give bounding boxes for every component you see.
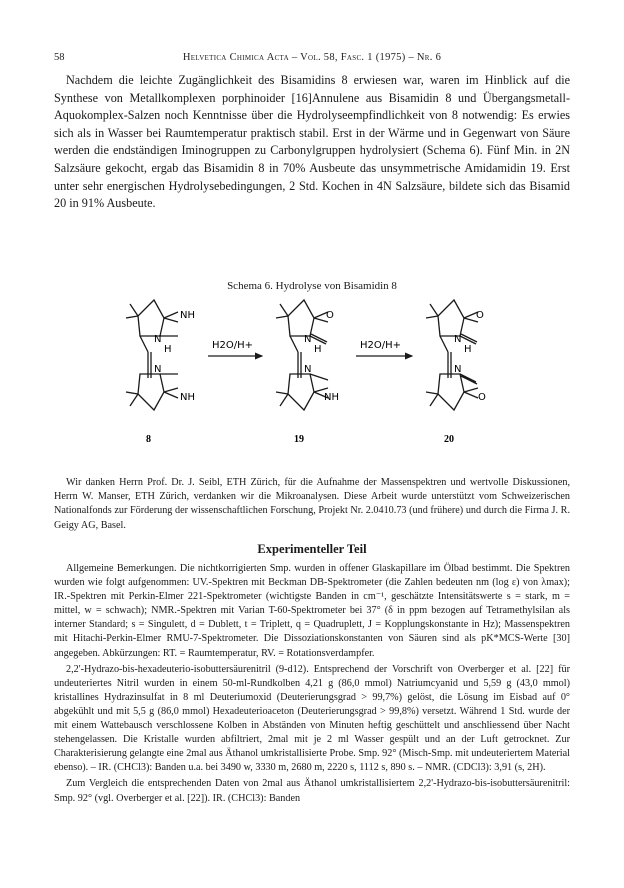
compound-20-bottom-group: O [478, 392, 486, 403]
compound-19-bottom-group: NH [324, 392, 339, 403]
scheme-caption: Schema 6. Hydrolyse von Bisamidin 8 [227, 280, 397, 292]
compound-8-ring-h: H [164, 344, 172, 355]
compound-19-ring-n-2: N [304, 364, 312, 375]
section-heading: Experimenteller Teil [257, 542, 367, 556]
compound-19-number: 19 [294, 434, 304, 445]
compound-20-ring-n-1: N [454, 334, 462, 345]
reagent-1-label: H2O/H+ [212, 340, 254, 351]
compound-20-ring-n-2: N [454, 364, 462, 375]
compound-8-bottom-group: NH [180, 392, 195, 403]
acknowledgement [54, 476, 570, 533]
experimental-paragraph-2: 2,2'-Hydrazo-bis-hexadeuterio-isobuttersäurenitril (9-d12). Entsprechend der Vorschrift von Overberger et al. [22] für undeuteriertes Nitril wurden in einem 50-ml-Rundkolben 4,21 g (86,0 mmol) Natriumcyanid und 5,59 g (43,0 mmol) kristallines Hydrazinsulfat in 8 ml Deuteriumoxid (Deuterierungsgrad > 99,7%) gelöst, die Lösung im Eisbad auf 0° abgekühlt und mit 5,5 g (86,0 mmol) Hexadeuterioaceton (Deuterierungsgrad > 99,8%) versetzt. Während 1 Std. wurde der mit einem Wattebausch verschlossene Kolben in Abständen von Minuten heftig geschüttelt und anschliessend über Nacht stehengelassen. Die Kristalle wurden abfiltriert, 2mal mit je 2 ml Wasser gespült und an der Luft getrocknet. Zur Charakterisierung gelangte eine 2mal aus Äthanol umkristallisierte Probe. Smp. 92° (Misch-Smp. mit undeuteriertem Material ebenso). – IR. (CHCl3): Banden u.a. bei 3490 w, 3330 m, 2680 m, 2220 s, 1112 s, 890 s. – NMR. (CDCl3): 3,91 (s, 2H). [54, 663, 570, 774]
experimental-section [54, 562, 570, 808]
acknowledgement-text: Wir danken Herrn Prof. Dr. J. Seibl, ETH Zürich, für die Aufnahme der Massenspektren und wertvolle Diskussionen, Herrn W. Manser, ETH Zürich, verdanken wir die Mikroanalysen. Diese Arbeit wurde unterstützt vom Schweizerischen Nationalfonds zur Förderung der wissenschaftlichen Forschung, Projekt Nr. 2.0410.73 (und frühere) und durch die Firma J. R. Geigy AG, Basel. [54, 477, 570, 531]
compound-8-structure [126, 300, 178, 410]
compound-20-ring-h: H [464, 344, 472, 355]
hydrolysis-scheme [120, 292, 540, 462]
compound-8-top-group: NH [180, 310, 195, 321]
compound-8-ring-n-1: N [154, 334, 162, 345]
experimental-paragraph-3: Zum Vergleich die entsprechenden Daten von 2mal aus Äthanol umkristallisiertem 2,2'-Hydrazo-bis-isobuttersäurenitril: Smp. 92° (vgl. Overberger et al. [22]). IR. (CHCl3): Banden [54, 778, 570, 804]
compound-8-number: 8 [146, 434, 151, 445]
running-header [54, 52, 570, 66]
compound-20-number: 20 [444, 434, 454, 445]
journal-citation: Helvetica Chimica Acta – Vol. 58, Fasc. 1 (1975) – Nr. 6 [182, 52, 442, 63]
compound-19-ring-n-1: N [304, 334, 312, 345]
compound-19-structure [276, 300, 328, 410]
compound-20-top-group: O [476, 310, 484, 321]
experimental-paragraph-1: Allgemeine Bemerkungen. Die nichtkorrigierten Smp. wurden in offener Glaskapillare im Ölbad bestimmt. Die Spektren wurden wie folgt aufgenommen: UV.-Spektren mit Beckman DB-Spektrometer (die Zahlen bedeuten nm (log ε) von λmax); IR.-Spektren mit Perkin-Elmer 221-Spektrometer (wichtigste Banden in cm⁻¹, geschätzte Intensitätswerte s = stark, m = mittel, w = schwach); NMR.-Spektren mit Varian T-60-Spektrometer bei 37° (δ in ppm bezogen auf Tetramethylsilan als interner Standard; s = Singulett, d = Dublett, t = Triplett, q = Quadruplett, J = Kopplungskonstante in Hz); Massenspektren mit Hitachi-Perkin-Elmer RMU-7-Spektrometer. Die Dissoziationskonstanten von Säuren sind als pK*MCS-Werte [30] angegeben. Abkürzungen: RT. = Raumtemperatur, RV. = Rotationsverdampfer. [54, 563, 570, 659]
reagent-2-label: H2O/H+ [360, 340, 402, 351]
page-number: 58 [54, 52, 65, 63]
intro-paragraph [54, 72, 570, 213]
compound-8-ring-n-2: N [154, 364, 162, 375]
compound-19-top-group: O [326, 310, 334, 321]
compound-20-structure [426, 300, 478, 410]
paragraph-1: Nachdem die leichte Zugänglichkeit des Bisamidins 8 erwiesen war, waren im Hinblick auf die Synthese von Metallkomplexen porphinoider [16]Annulene aus Bisamidin 8 und Übergangsmetall-Aquokomplex-Salzen noch Kenntnisse über die Hydrolyseempfindlichkeit von 8 notwendig: Es erwies sich als in Wasser bei Raumtemperatur praktisch stabil. Erst in der Wärme und in Gegenwart von Säure werden die endständigen Iminogruppen zu Carbonylgruppen hydrolysiert (Schema 6). Fünf Min. in 2N Salzsäure gekocht, ergab das Bisamidin 8 in 70% Ausbeute das unsymmetrische Amidamidin 19. Erst unter sehr energischen Hydrolysebedingungen, 2 Std. Kochen in 4N Salzsäure, bildete sich das Bisamid 20 in 91% Ausbeute. [54, 73, 570, 211]
compound-19-ring-h: H [314, 344, 322, 355]
